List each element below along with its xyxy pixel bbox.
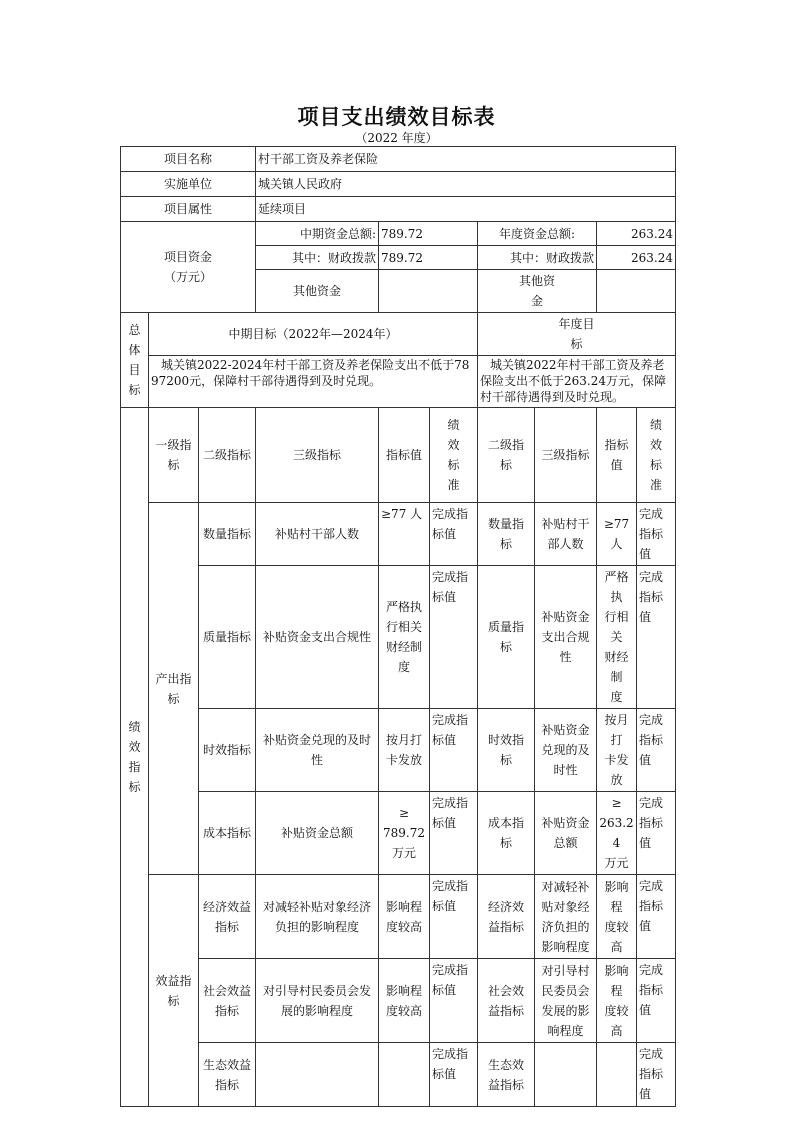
indicator-level3: 补贴资金支出合规性 [256,566,379,709]
year-indicator-value: 严格执 行相关 财经制 度 [597,566,637,709]
indicator-standard: 完成指 标值 [430,1043,478,1107]
year-indicator-level2: 数量指 标 [478,503,535,566]
indicator-level2: 数量指标 [199,503,256,566]
header-value: 指标值 [379,408,430,503]
indicator-standard: 完成指 标值 [430,959,478,1043]
year-indicator-level2: 经济效 益指标 [478,875,535,959]
mid-goal-text: 城关镇2022-2024年村干部工资及养老保险支出不低于7897200元，保障村干部待遇得到及时兑现。 [149,356,478,408]
level1-benefit: 效益指 标 [149,875,199,1107]
year-indicator-value: 影响程 度较高 [597,875,637,959]
indicator-standard: 完成指 标值 [430,566,478,709]
year-indicator-standard: 完成 指标 值 [637,503,676,566]
project-name-label: 项目名称 [121,147,256,172]
indicator-level3: 补贴资金总额 [256,792,379,875]
year-indicator-value: 影响程 度较高 [597,959,637,1043]
indicator-level2: 生态效益 指标 [199,1043,256,1107]
indicator-level3: 补贴村干部人数 [256,503,379,566]
mid-other-label: 其他资金 [256,270,379,313]
year-indicator-level3 [535,1043,597,1107]
indicator-value: 影响程 度较高 [379,875,430,959]
year-indicator-level2: 质量指 标 [478,566,535,709]
indicator-level2: 社会效益 指标 [199,959,256,1043]
year-indicator-standard: 完成 指标 值 [637,792,676,875]
header-standard: 绩 效 标 准 [430,408,478,503]
year-other-label: 其他资 金 [478,270,597,313]
year-indicator-value: ≥ 263.24 万元 [597,792,637,875]
year-goal-text: 城关镇2022年村干部工资及养老保险支出不低于263.24万元，保障村干部待遇得到及时兑现。 [478,356,676,408]
year-indicator-value: ≥77 人 [597,503,637,566]
header-year-level3: 三级指标 [535,408,597,503]
header-year-level2: 二级指 标 [478,408,535,503]
year-indicator-standard: 完成 指标 值 [637,959,676,1043]
year-indicator-level2: 生态效 益指标 [478,1043,535,1107]
year-indicator-standard: 完成 指标 值 [637,875,676,959]
indicator-level3 [256,1043,379,1107]
year-subtitle: （2022 年度） [355,131,438,145]
year-fiscal-value: 263.24 [597,246,676,270]
year-indicator-standard: 完成 指标 值 [637,566,676,709]
indicator-level2: 时效指标 [199,709,256,792]
page-title: 项目支出绩效目标表 [297,105,496,129]
indicator-standard: 完成指 标值 [430,503,478,566]
header-level1: 一级指 标 [149,408,199,503]
mid-other-value [379,270,478,313]
indicator-level3: 对减轻补贴对象经济 负担的影响程度 [256,875,379,959]
performance-target-table [120,146,676,1107]
attribute-label: 项目属性 [121,197,256,222]
year-indicator-level3: 补贴村干 部人数 [535,503,597,566]
indicator-section-label: 绩 效 指 标 [121,408,149,1107]
attribute-value: 延续项目 [256,197,676,222]
mid-goal-header: 中期目标（2022年—2024年） [149,313,478,356]
header-year-standard: 绩 效 标 准 [637,408,676,503]
year-goal-header: 年度目 标 [478,313,676,356]
indicator-level2: 成本指标 [199,792,256,875]
mid-fiscal-label: 其中：财政拨款 [256,246,379,270]
project-name-value: 村干部工资及养老保险 [256,147,676,172]
indicator-standard: 完成指 标值 [430,875,478,959]
year-indicator-level2: 时效指 标 [478,709,535,792]
indicator-value: ≥77 人 [379,503,430,566]
mid-total-value: 789.72 [379,222,478,246]
indicator-standard: 完成指 标值 [430,792,478,875]
funds-label: 项目资金 （万元） [121,222,256,313]
unit-value: 城关镇人民政府 [256,172,676,197]
header-level3: 三级指标 [256,408,379,503]
year-indicator-level3: 补贴资金 兑现的及 时性 [535,709,597,792]
header-level2: 二级指标 [199,408,256,503]
year-other-value [597,270,676,313]
mid-total-label: 中期资金总额: [256,222,379,246]
year-total-value: 263.24 [597,222,676,246]
indicator-level3: 对引导村民委员会发 展的影响程度 [256,959,379,1043]
year-indicator-level2: 成本指 标 [478,792,535,875]
overall-goal-label: 总 体 目 标 [121,313,149,408]
year-indicator-level3: 对减轻补 贴对象经 济负担的 影响程度 [535,875,597,959]
header-year-value: 指标值 [597,408,637,503]
year-fiscal-label: 其中：财政拨款 [478,246,597,270]
indicator-level2: 经济效益 指标 [199,875,256,959]
year-indicator-value [597,1043,637,1107]
level1-output: 产出指 标 [149,503,199,875]
year-indicator-value: 按月打 卡发放 [597,709,637,792]
year-total-label: 年度资金总额: [478,222,597,246]
indicator-value: 影响程 度较高 [379,959,430,1043]
year-indicator-level3: 补贴资金 总额 [535,792,597,875]
year-indicator-level3: 对引导村 民委员会 发展的影 响程度 [535,959,597,1043]
indicator-standard: 完成指 标值 [430,709,478,792]
year-indicator-standard: 完成 指标 值 [637,1043,676,1107]
mid-fiscal-value: 789.72 [379,246,478,270]
unit-label: 实施单位 [121,172,256,197]
indicator-value: 按月打 卡发放 [379,709,430,792]
indicator-level3: 补贴资金兑现的及时 性 [256,709,379,792]
indicator-level2: 质量指标 [199,566,256,709]
indicator-value: 严格执 行相关 财经制 度 [379,566,430,709]
year-indicator-level3: 补贴资金 支出合规 性 [535,566,597,709]
indicator-value: ≥ 789.72 万元 [379,792,430,875]
year-indicator-standard: 完成 指标 值 [637,709,676,792]
year-indicator-level2: 社会效 益指标 [478,959,535,1043]
indicator-value [379,1043,430,1107]
